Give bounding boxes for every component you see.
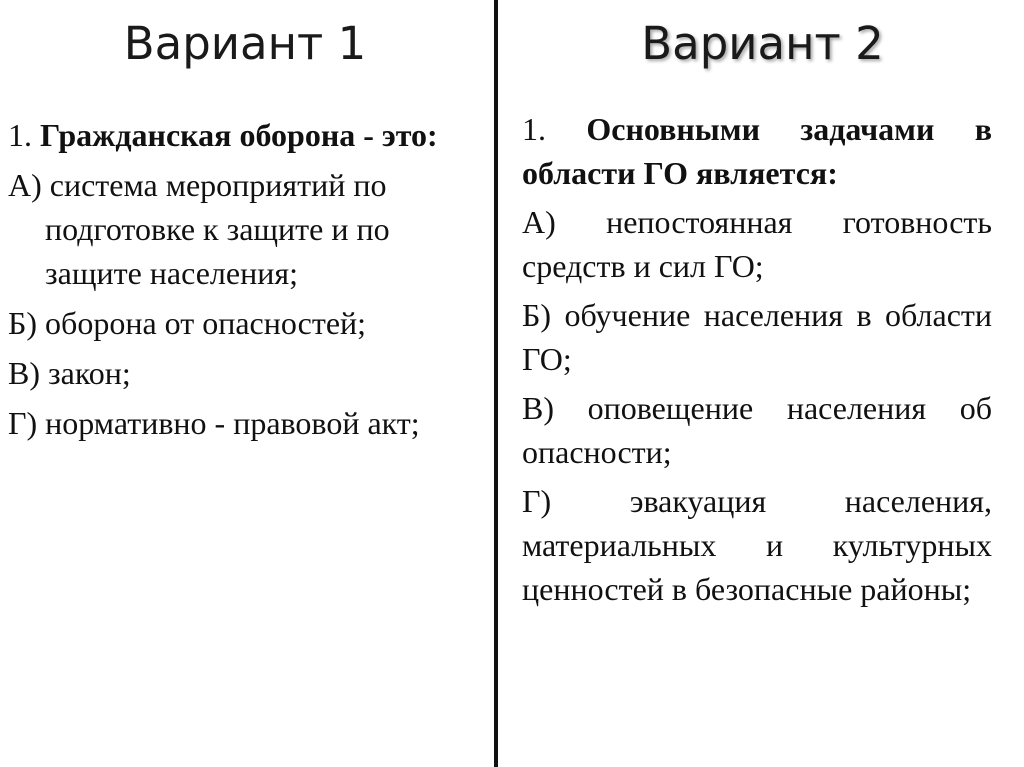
variant-1-option-c: В) закон;	[8, 355, 131, 391]
column-divider	[494, 0, 498, 767]
variant-2-option-b: Б) обучение населения в области ГО;	[522, 297, 992, 377]
variant-2-question-text: Основными задачами в области ГО является:	[522, 111, 993, 191]
variant-1-question	[8, 113, 478, 157]
variant-2-question-number: 1.	[522, 111, 546, 147]
variant-2-option-a: А) непостоянная готовность средств и сил ГО;	[522, 204, 992, 284]
variant-1-option-a: А) система мероприятий по подготовке к защите и по защите населения;	[8, 167, 390, 291]
variant-1-option-d: Г) нормативно - правовой акт;	[8, 405, 420, 441]
variant-2-option-c: В) оповещение населения об опасности;	[522, 390, 992, 470]
variant-1-title: Вариант 1	[123, 17, 367, 70]
variant-2-title: Вариант 2	[641, 17, 884, 70]
variant-2-option-d: Г) эвакуация населения, материальных и культурных ценностей в безопасные районы;	[522, 483, 992, 607]
variant-2-question	[522, 107, 992, 195]
variant-2-column	[522, 107, 992, 616]
variant-1-option-b: Б) оборона от опасностей;	[8, 305, 367, 341]
variant-1-question-text: Гражданская оборона - это:	[40, 117, 438, 153]
variant-1-column	[8, 113, 478, 451]
variant-1-question-number: 1.	[8, 117, 32, 153]
